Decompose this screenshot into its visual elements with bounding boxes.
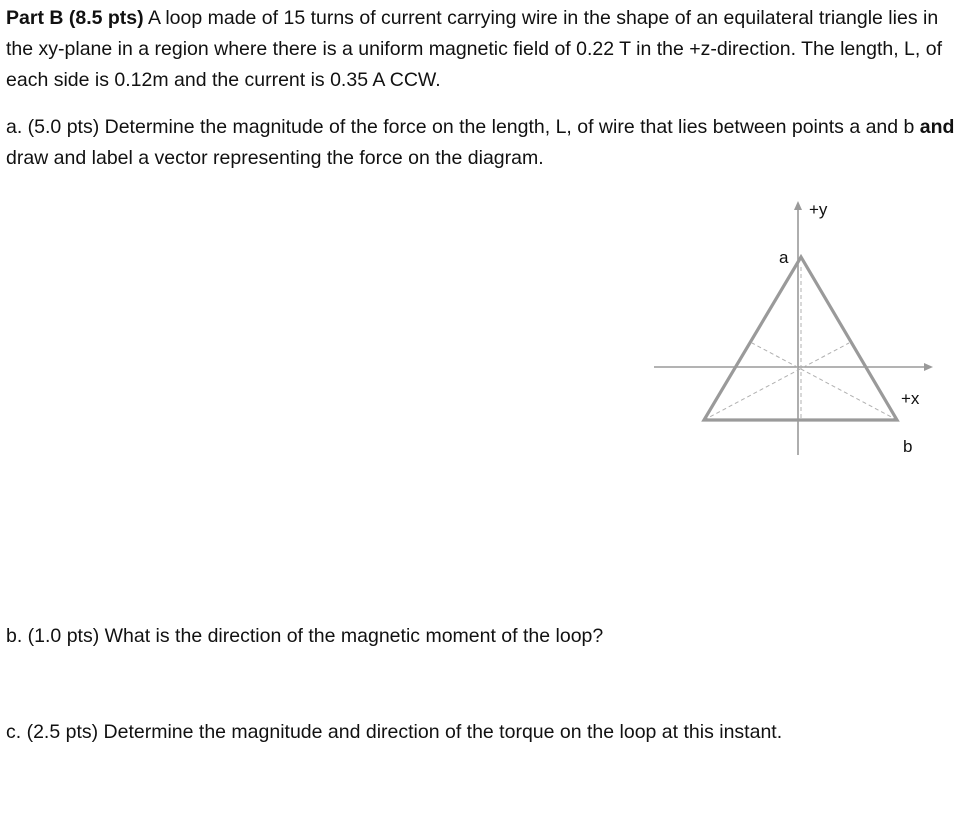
- question-a-text-after: draw and label a vector representing the force on the diagram.: [6, 147, 544, 169]
- question-c: c. (2.5 pts) Determine the magnitude and direction of the torque on the loop at this instant.: [6, 721, 783, 743]
- point-a-label: a: [779, 248, 789, 267]
- question-a: [6, 112, 956, 174]
- intro-text: A loop made of 15 turns of current carrying wire in the shape of an equilateral triangle lies in the xy-plane in a region where there is a uniform magnetic field of 0.22 T in the +z-direction. The length, L, of each side is 0.12m and the current is 0.35 A CCW.: [6, 7, 942, 91]
- question-b: b. (1.0 pts) What is the direction of the magnetic moment of the loop?: [6, 625, 604, 647]
- triangle-loop-diagram: [640, 190, 950, 470]
- intro-paragraph: [6, 3, 956, 96]
- x-axis-label: +x: [901, 389, 920, 408]
- question-a-text-before: a. (5.0 pts) Determine the magnitude of the force on the length, L, of wire that lies between points a and b: [6, 116, 920, 138]
- y-axis-label: +y: [809, 200, 828, 219]
- part-label: Part B (8.5 pts): [6, 7, 144, 29]
- question-a-bold-word: and: [919, 116, 955, 138]
- point-b-label: b: [903, 437, 913, 456]
